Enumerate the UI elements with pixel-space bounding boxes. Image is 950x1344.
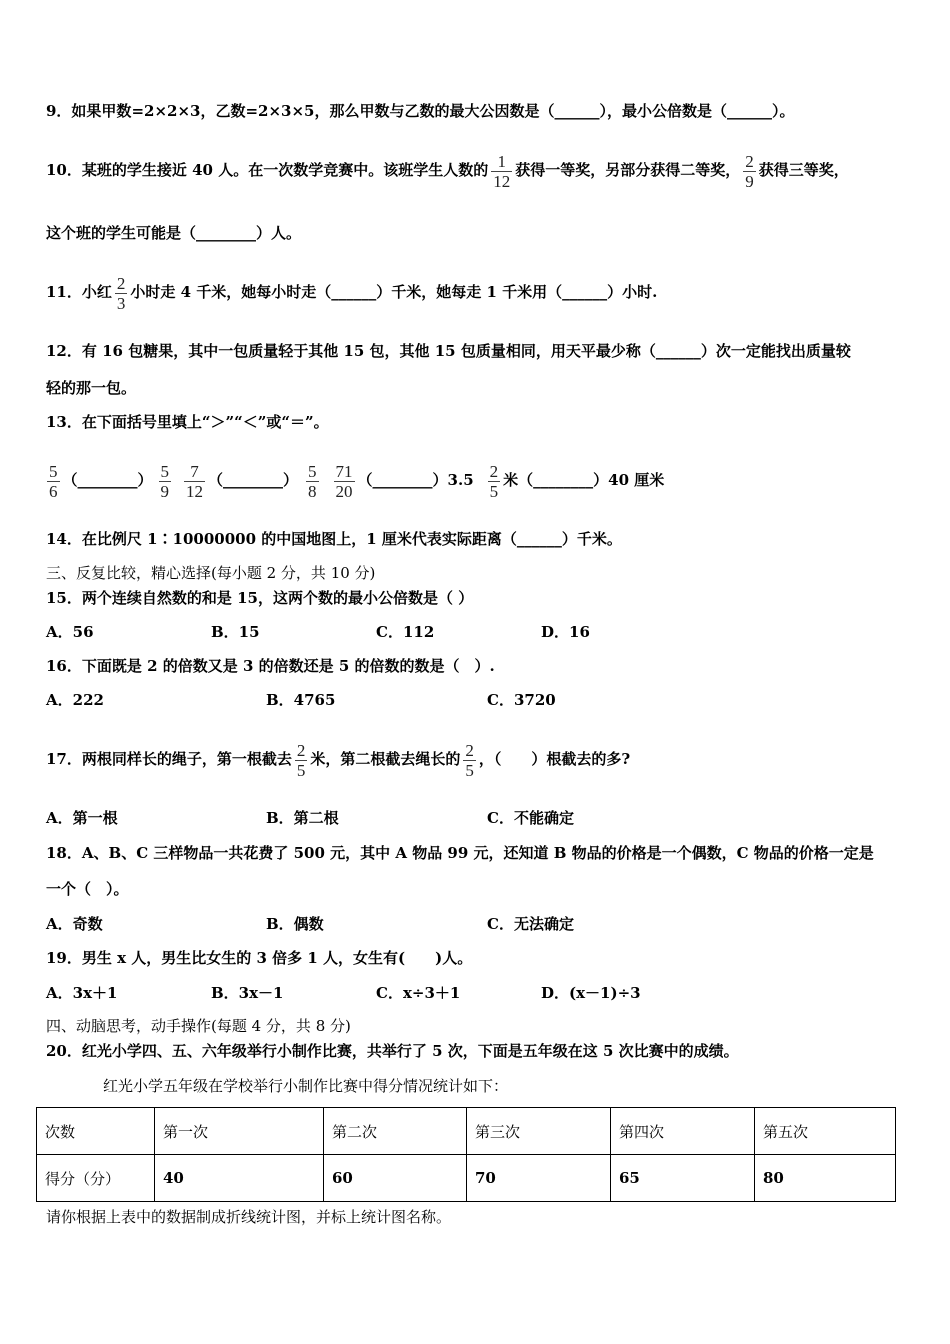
question-18-line-2: 一个（ ）。	[46, 880, 129, 898]
question-20: 20．红光小学四、五、六年级举行小制作比赛，共举行了 5 次，下面是五年级在这 5 次比赛中的成绩。	[46, 1042, 739, 1060]
q10-text-a: 10．某班的学生接近 40 人。在一次数学竞赛中。该班学生人数的	[46, 161, 489, 179]
q15-option-d: D．16	[541, 623, 590, 641]
fraction-71-20: $\frac{71}{20}$	[335, 461, 353, 501]
header-cell-1: 第一次	[155, 1108, 324, 1155]
table-caption: 红光小学五年级在学校举行小制作比赛中得分情况统计如下：	[103, 1077, 509, 1095]
header-cell-3: 第三次	[467, 1108, 611, 1155]
header-cell-5: 第五次	[755, 1108, 896, 1155]
question-19: 19．男生 x 人，男生比女生的 3 倍多 1 人，女生有( )人。	[46, 949, 473, 967]
question-12-line-2: 轻的那一包。	[46, 379, 137, 397]
fraction-2-5-a: $\frac{2}{5}$	[296, 740, 306, 780]
question-16: 16．下面既是 2 的倍数又是 3 的倍数还是 5 的倍数的数是（ ）.	[46, 657, 495, 675]
q18-option-b: B．偶数	[266, 915, 324, 933]
table-header-row	[37, 1108, 896, 1155]
question-18-line-1: 18．A、B、C 三样物品一共花费了 500 元，其中 A 物品 99 元，还知道 B 物品的价格是一个偶数，C 物品的价格一定是	[46, 844, 874, 862]
question-13-comparisons	[44, 438, 664, 522]
blank-1: （________）	[62, 471, 153, 489]
q15-option-a: A．56	[46, 623, 94, 641]
header-cell-4: 第四次	[611, 1108, 755, 1155]
q18-option-c: C．无法确定	[487, 915, 574, 933]
fraction-2-5: $\frac{2}{5}$	[489, 461, 499, 501]
section-3-heading: 三、反复比较，精心选择(每小题 2 分，共 10 分)	[46, 564, 376, 582]
score-cell-3: 70	[467, 1155, 611, 1202]
question-15: 15．两个连续自然数的和是 15，这两个数的最小公倍数是（ ）	[46, 589, 474, 607]
q11-text-a: 11．小红	[46, 283, 112, 301]
score-cell-5: 80	[755, 1155, 896, 1202]
q17-option-a: A．第一根	[46, 809, 118, 827]
value-40-cm: 40 厘米	[608, 471, 665, 489]
table-row	[37, 1155, 896, 1202]
score-table	[36, 1107, 896, 1202]
fraction-5-9: $\frac{5}{9}$	[160, 461, 170, 501]
q19-option-c: C．x÷3＋1	[376, 984, 461, 1002]
value-3-5: 3.5	[447, 471, 474, 489]
score-cell-4: 65	[611, 1155, 755, 1202]
q19-option-b: B．3x－1	[211, 984, 284, 1002]
q16-option-b: B．4765	[266, 691, 336, 709]
question-12-line-1: 12．有 16 包糖果，其中一包质量轻于其他 15 包，其他 15 包质量相同，用天平最少称（______）次一定能找出质量较	[46, 342, 851, 360]
question-9: 9．如果甲数=2×2×3，乙数=2×3×5，那么甲数与乙数的最大公因数是（______），最小公倍数是（______）。	[46, 102, 795, 120]
blank-4: 米（________）	[503, 471, 609, 489]
fraction-7-12: $\frac{7}{12}$	[186, 461, 204, 501]
question-13: 13．在下面括号里填上“＞”“＜”或“＝”。	[46, 413, 329, 431]
question-11	[46, 258, 657, 326]
header-cell-count: 次数	[37, 1108, 155, 1155]
q17-text-a: 17．两根同样长的绳子，第一根截去	[46, 750, 292, 768]
q17-text-c: ，（ ）根截去的多?	[478, 750, 631, 768]
fraction-2-3: $\frac{2}{3}$	[116, 273, 126, 313]
q15-option-b: B．15	[211, 623, 260, 641]
q18-option-a: A．奇数	[46, 915, 103, 933]
question-10	[46, 136, 849, 204]
q17-option-c: C．不能确定	[487, 809, 574, 827]
q10-text-b: 获得一等奖，另部分获得二等奖，	[515, 161, 741, 179]
q17-text-b: 米，第二根截去绳长的	[310, 750, 461, 768]
q11-text-b: 小时走 4 千米，她每小时走（______）千米，她每走 1 千米用（______）小时.	[130, 283, 658, 301]
q16-option-c: C．3720	[487, 691, 556, 709]
fraction-5-8: $\frac{5}{8}$	[308, 461, 317, 501]
q19-option-a: A．3x＋1	[46, 984, 118, 1002]
score-cell-2: 60	[324, 1155, 467, 1202]
q19-option-d: D．(x－1)÷3	[541, 984, 641, 1002]
score-cell-1: 40	[155, 1155, 324, 1202]
fraction-2-5-b: $\frac{2}{5}$	[465, 740, 474, 780]
blank-3: （________）	[357, 471, 448, 489]
question-17	[46, 725, 630, 793]
section-4-heading: 四、动脑思考，动手操作(每题 4 分，共 8 分)	[46, 1017, 351, 1035]
fraction-5-6: $\frac{5}{6}$	[49, 461, 58, 501]
q16-option-a: A．222	[46, 691, 104, 709]
q15-option-c: C．112	[376, 623, 435, 641]
fraction-1-12: $\frac{1}{12}$	[493, 151, 511, 191]
q20-instruction: 请你根据上表中的数据制成折线统计图，并标上统计图名称。	[46, 1208, 452, 1226]
q10-text-c: 获得三等奖，	[758, 161, 849, 179]
row-label-score: 得分（分）	[37, 1155, 155, 1202]
question-10-line-2: 这个班的学生可能是（________）人。	[46, 224, 302, 242]
q17-option-b: B．第二根	[266, 809, 339, 827]
header-cell-2: 第二次	[324, 1108, 467, 1155]
question-14: 14．在比例尺 1∶10000000 的中国地图上，1 厘米代表实际距离（______）千米。	[46, 530, 622, 548]
blank-2: （________）	[208, 471, 299, 489]
fraction-2-9: $\frac{2}{9}$	[745, 151, 754, 191]
